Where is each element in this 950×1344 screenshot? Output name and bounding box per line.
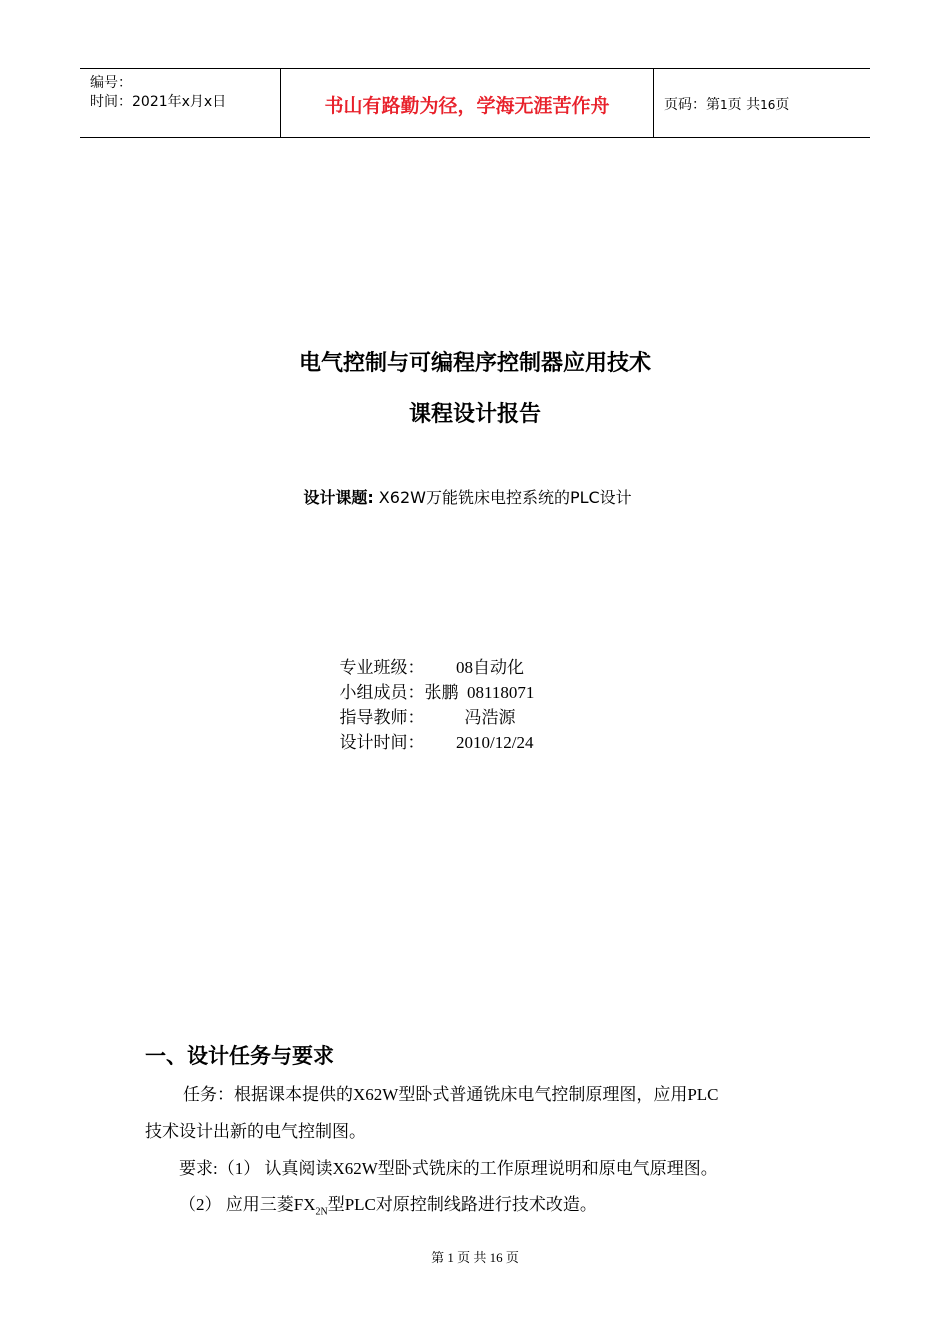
page-prefix: 页码：第 <box>664 97 720 113</box>
header-page-cell <box>654 69 870 137</box>
page-mid: 页 共 <box>727 97 761 113</box>
header-motto-cell <box>281 69 654 137</box>
section-heading: 一、设计任务与要求 <box>145 1044 334 1068</box>
info-label: 设计时间： <box>339 733 425 752</box>
info-value: 08自动化 <box>447 658 524 677</box>
page-header <box>80 68 870 138</box>
number-label: 编号： <box>90 75 132 91</box>
page-current: 1 <box>720 98 728 112</box>
header-meta-cell <box>80 69 281 137</box>
page-footer: 第 1 页 共 16 页 <box>431 1250 519 1265</box>
info-value: 冯浩源 <box>447 708 516 727</box>
report-title: 电气控制与可编程序控制器应用技术 <box>298 351 651 376</box>
topic-value: X62W万能铣床电控系统的PLC设计 <box>373 488 632 507</box>
info-label: 专业班级： <box>339 658 425 677</box>
requirement-2 <box>179 1190 597 1217</box>
info-value: 张鹏 08118071 <box>424 683 535 702</box>
motto: 书山有路勤为径，学海无涯苦作舟 <box>324 95 610 117</box>
requirement-2-post: 型PLC对原控制线路进行技术改造。 <box>327 1195 597 1214</box>
page-number <box>664 94 789 114</box>
info-row-date <box>331 708 533 753</box>
page-suffix: 页 <box>775 97 790 113</box>
design-topic <box>0 485 935 508</box>
requirement-2-sub: 2N <box>315 1206 328 1218</box>
requirement-1: 要求:（1） 认真阅读X62W型卧式铣床的工作原理说明和原电气原理图。 <box>179 1159 718 1178</box>
task-paragraph-line2: 技术设计出新的电气控制图。 <box>145 1122 366 1141</box>
time-label: 时间：2021年x月x日 <box>90 94 227 110</box>
page-total: 16 <box>760 98 776 112</box>
info-label: 小组成员： <box>339 683 425 702</box>
report-subtitle: 课程设计报告 <box>408 402 541 427</box>
info-value: 2010/12/24 <box>447 733 534 752</box>
requirement-2-pre: （2） 应用三菱FX <box>179 1195 316 1214</box>
task-paragraph-line1: 任务：根据课本提供的X62W型卧式普通铣床电气控制原理图，应用PLC <box>183 1085 719 1104</box>
info-label: 指导教师： <box>339 708 425 727</box>
topic-label: 设计课题: <box>303 488 374 507</box>
